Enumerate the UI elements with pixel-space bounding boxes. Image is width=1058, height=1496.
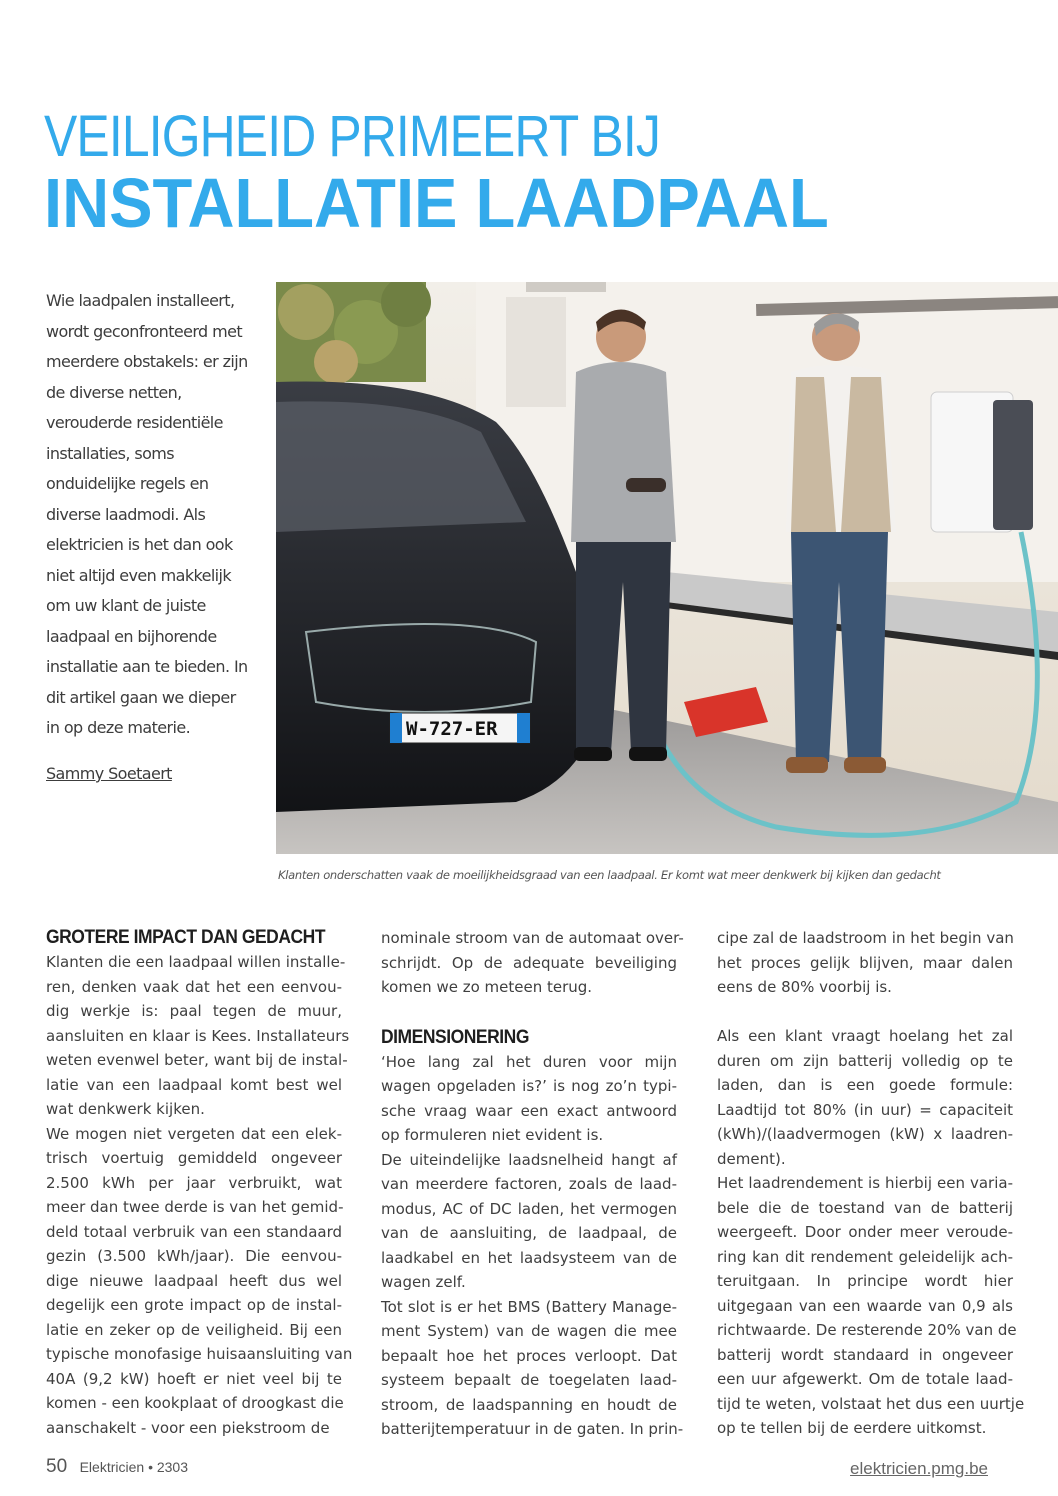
paragraph (717, 1171, 1025, 1441)
text-line: wagen zelf. (381, 1273, 466, 1291)
text-line: trisch voertuig gemiddeld ongeveer (46, 1149, 342, 1167)
text-line: weten evenwel beter, want bij de instal- (46, 1051, 348, 1069)
paragraph (717, 926, 1013, 1000)
author-link[interactable]: Sammy Soetaert (46, 764, 172, 783)
paragraph (717, 1024, 1013, 1171)
text-line: We mogen niet vergeten dat een elek- (46, 1124, 342, 1143)
text-line: Het laadrendement is hierbij een varia- (717, 1174, 1013, 1192)
text-line: typische monofasige huisaansluiting van (46, 1345, 353, 1363)
text-line: Als een klant vraagt hoelang het zal (717, 1027, 1013, 1045)
text-line: modus, AC of DC laden, het vermogen (381, 1199, 677, 1218)
text-line: bepaalt hoe het proces verloopt. Dat (381, 1346, 677, 1365)
photo-illustration (276, 282, 1058, 854)
text-line: wat denkwerk kijken. (46, 1100, 205, 1118)
intro-line: installaties, soms (46, 443, 175, 463)
intro-line: dit artikel gaan we dieper (46, 687, 236, 707)
text-line: ment System) van de wagen die mee (381, 1322, 677, 1340)
text-line: Tot slot is er het BMS (Battery Manage- (381, 1297, 677, 1316)
text-line: aanschakelt - voor een piekstroom de (46, 1418, 330, 1437)
paragraph (381, 1295, 684, 1442)
text-line: weergeeft. Door onder meer veroude- (717, 1223, 1013, 1241)
intro-line: Wie laadpalen installeert, (46, 291, 235, 310)
text-line: tijd te weten, volstaat het dus een uurtje (717, 1394, 1025, 1413)
text-line: wagen opgeladen is?’ is nog zo’n typi- (381, 1077, 677, 1095)
text-line: van de aansluiting, de laadpaal, de (381, 1224, 677, 1242)
section-heading-impact: GROTERE IMPACT DAN GEDACHT (46, 927, 326, 948)
text-line: latie en zeker op de veiligheid. Bij een (46, 1320, 342, 1339)
text-line: batterij wordt standaard in ongeveer (717, 1345, 1013, 1364)
text-line: van meerdere factoren, zoals de laad- (381, 1175, 677, 1193)
text-line: op formuleren niet evident is. (381, 1126, 604, 1144)
text-line: komen - een kookplaat of droogkast die (46, 1394, 344, 1412)
text-line: uitgegaan van een waarde van 0,9 als (717, 1296, 1013, 1315)
text-line: richtwaarde. De resterende 20% van de (717, 1321, 1017, 1339)
text-line: stroom, de laadspanning en houdt de (381, 1395, 677, 1414)
text-line: nominale stroom van de automaat over- (381, 929, 684, 947)
text-line: op te tellen bij de eerdere uitkomst. (717, 1419, 987, 1437)
section-heading-dimensionering: DIMENSIONERING (381, 1026, 529, 1048)
text-line: schrijdt. Op de adequate beveiliging (381, 953, 677, 972)
text-line: latie van een laadpaal komt best wel (46, 1075, 342, 1094)
website-link[interactable]: elektricien.pmg.be (850, 1459, 988, 1478)
intro-line: meerdere obstakels: er zijn (46, 352, 248, 371)
intro-line: laadpaal en bijhorende (46, 626, 217, 646)
photo-caption: Klanten onderschatten vaak de moeilijkheidsgraad van een laadpaal. Er komt wat meer denkwerk bij kijken dan gedacht (278, 868, 941, 882)
publication-issue: Elektricien • 2303 (79, 1459, 188, 1475)
intro-line: diverse laadmodi. Als (46, 504, 206, 524)
text-line: gezin (3.500 kWh/jaar). Die eenvou- (46, 1247, 342, 1265)
text-line: 40A (9,2 kW) hoeft er niet veel bij te (46, 1369, 342, 1388)
column-2 (381, 926, 684, 1442)
text-line: duren om zijn batterij volledig op te (717, 1051, 1013, 1070)
text-line: meer dan twee derde is van het gemid- (46, 1198, 344, 1216)
paragraph (381, 1148, 677, 1295)
text-line: ren, denken vaak dat het een eenvou- (46, 977, 342, 996)
text-line: Klanten die een laadpaal willen installe- (46, 953, 346, 971)
text-line: ring kan dit rendement geleidelijk ach- (717, 1247, 1013, 1266)
text-line: batterijtemperatuur in de gaten. In prin- (381, 1420, 684, 1438)
license-plate (390, 713, 530, 743)
intro-line: de diverse netten, (46, 382, 182, 402)
paragraph (46, 950, 350, 1122)
column-1 (46, 926, 353, 1440)
page-footer (46, 1456, 188, 1478)
paragraph (46, 1122, 353, 1441)
intro-line: installatie aan te bieden. In (46, 657, 248, 676)
text-line: 2.500 kWh per jaar verbruikt, wat (46, 1173, 342, 1192)
text-line: dige nieuwe laadpaal heeft dus wel (46, 1271, 342, 1290)
text-line: laden, dan is een goede formule: (717, 1076, 1013, 1094)
paragraph (381, 1050, 677, 1148)
intro-line: verouderde residentiële (46, 413, 223, 432)
text-line: ‘Hoe lang zal het duren voor mijn (381, 1052, 677, 1071)
text-line: een uur afgewerkt. Om de totale laad- (717, 1370, 1013, 1388)
text-line: aansluiten en klaar is Kees. Installateurs (46, 1026, 350, 1045)
text-line: sche vraag waar een exact antwoord (381, 1101, 677, 1120)
text-line: De uiteindelijke laadsnelheid hangt af (381, 1150, 677, 1169)
text-line: eens de 80% voorbij is. (717, 978, 892, 996)
intro-line: onduidelijke regels en (46, 474, 209, 493)
text-line: het proces gelijk blijven, maar dalen (717, 953, 1013, 972)
text-line: systeem bepaalt de toegelaten laad- (381, 1371, 677, 1389)
text-line: laadkabel en het laadsysteem van de (381, 1248, 677, 1267)
text-line: Laadtijd tot 80% (in uur) = capaciteit (717, 1100, 1013, 1119)
intro-line: in op deze materie. (46, 718, 191, 737)
text-line: (kWh)/(laadvermogen (kW) x laadren- (717, 1125, 1013, 1143)
text-line: dement). (717, 1149, 786, 1168)
title-line-1: VEILIGHEID PRIMEERT BIJ (44, 104, 660, 169)
text-line: komen we zo meteen terug. (381, 978, 593, 996)
text-line: degelijk een grote impact op de instal- (46, 1296, 342, 1314)
text-line: cipe zal de laadstroom in het begin van (717, 929, 1014, 947)
svg-text:W-727-ER: W-727-ER (406, 718, 498, 740)
text-line: dig werkje is: paal tegen de muur, (46, 1002, 342, 1020)
intro-line: elektricien is het dan ook (46, 535, 233, 554)
intro-line: niet altijd even makkelijk (46, 565, 232, 585)
paragraph (381, 926, 684, 1000)
page-number: 50 (46, 1456, 68, 1477)
intro-line: om uw klant de juiste (46, 596, 206, 615)
intro-line: wordt geconfronteerd met (46, 321, 243, 341)
text-line: deld totaal verbruik van een standaard (46, 1222, 342, 1241)
text-line: teruitgaan. In principe wordt hier (717, 1272, 1013, 1290)
article-photo (276, 282, 1058, 854)
title-line-2: INSTALLATIE LAADPAAL (44, 164, 829, 242)
intro-paragraph (46, 286, 274, 744)
column-3 (717, 926, 1025, 1441)
text-line: bele die de toestand van de batterij (717, 1198, 1013, 1217)
